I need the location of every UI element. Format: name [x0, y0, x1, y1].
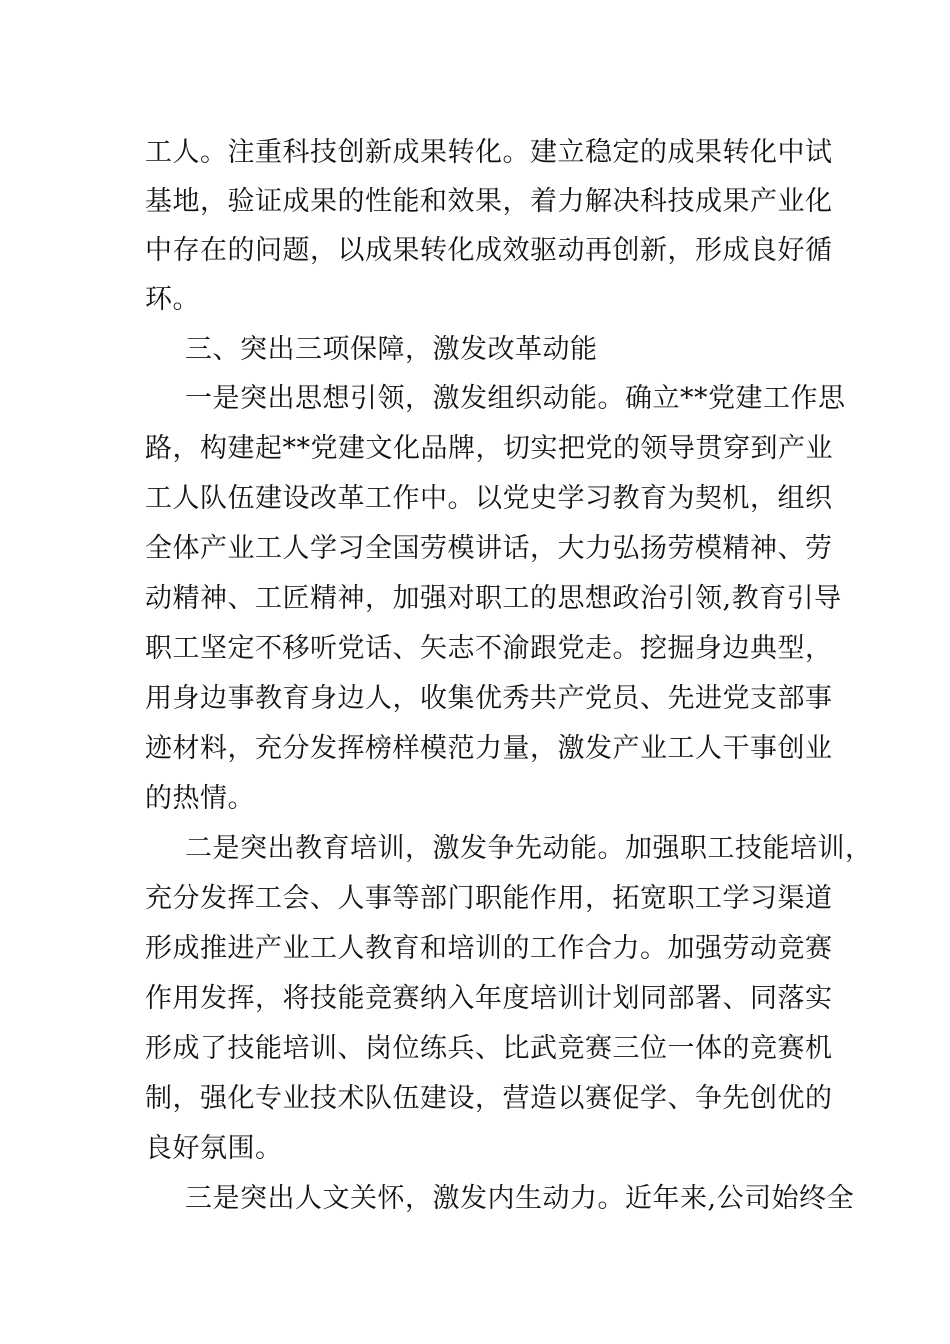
- text-line: 形成了技能培训、岗位练兵、比武竞赛三位一体的竞赛机: [145, 1033, 833, 1064]
- text-line: 职工坚定不移听党话、矢志不渝跟党走。挖掘身边典型，: [145, 633, 833, 664]
- text-line: 良好氛围。: [145, 1133, 283, 1164]
- text-line: 中存在的问题，以成果转化成效驱动再创新，形成良好循: [145, 235, 833, 266]
- text-line: 制，强化专业技术队伍建设，营造以赛促学、争先创优的: [145, 1083, 833, 1114]
- text-line: 作用发挥，将技能竞赛纳入年度培训计划同部署、同落实: [145, 983, 833, 1014]
- text-line: 环。: [145, 284, 200, 315]
- section-heading: 三、突出三项保障，激发改革动能: [185, 334, 598, 365]
- text-line: 工人。注重科技创新成果转化。建立稳定的成果转化中试: [145, 137, 833, 168]
- text-line: 动精神、工匠精神，加强对职工的思想政治引领,教育引导: [145, 583, 842, 614]
- text-line: 路，构建起**党建文化品牌，切实把党的领导贯穿到产业: [145, 433, 833, 464]
- text-line: 基地，验证成果的性能和效果，着力解决科技成果产业化: [145, 186, 833, 217]
- text-line: 形成推进产业工人教育和培训的工作合力。加强劳动竞赛: [145, 933, 833, 964]
- paragraph-start: 二是突出教育培训，激发争先动能。加强职工技能培训，: [185, 833, 873, 864]
- paragraph-start: 一是突出思想引领，激发组织动能。确立**党建工作思: [185, 383, 846, 414]
- text-line: 工人队伍建设改革工作中。以党史学习教育为契机，组织: [145, 483, 833, 514]
- text-line: 的热情。: [145, 783, 255, 814]
- text-line: 用身边事教育身边人，收集优秀共产党员、先进党支部事: [145, 683, 833, 714]
- text-line: 充分发挥工会、人事等部门职能作用，拓宽职工学习渠道: [145, 883, 833, 914]
- text-line: 全体产业工人学习全国劳模讲话，大力弘扬劳模精神、劳: [145, 533, 833, 564]
- paragraph-start: 三是突出人文关怀，激发内生动力。近年来,公司始终全: [185, 1183, 855, 1214]
- text-line: 迹材料，充分发挥榜样模范力量，激发产业工人干事创业: [145, 733, 833, 764]
